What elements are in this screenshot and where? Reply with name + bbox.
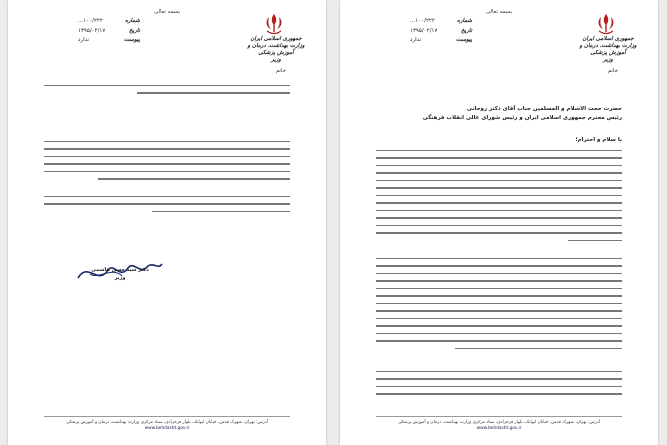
addressee: [382, 105, 622, 123]
footer-divider: [376, 416, 622, 417]
ministry-text: جمهوری اسلامی ایران وزارت بهداشت، درمان و آموزش پزشکی وزیر: [579, 36, 637, 63]
date-label: تاریخ: [129, 27, 140, 34]
body-paragraph-3: [376, 371, 622, 401]
attachment-value: ندارد: [78, 37, 90, 43]
text-line: [376, 310, 622, 311]
iran-emblem-icon: [261, 12, 287, 36]
text-line: [376, 273, 622, 274]
letter-meta: [410, 17, 472, 46]
text-line: [376, 232, 622, 233]
addressee-text: حضرت حجت الاسلام و المسلمین جناب آقای دکتر روحانی رئیس محترم جمهوری اسلامی ایران و رئیس شورای عالی انقلاب فرهنگی: [422, 106, 622, 121]
text-line: [376, 288, 622, 289]
text-line: [376, 210, 622, 211]
text-line: [376, 150, 622, 151]
meta-date: [78, 27, 140, 37]
meta-number: [410, 17, 472, 27]
meta-number: [78, 17, 140, 27]
body-paragraph-3: [44, 196, 290, 218]
text-line: [376, 280, 622, 281]
text-line: [376, 225, 622, 226]
text-line: [376, 371, 622, 372]
number-label: شماره: [124, 18, 140, 24]
body-paragraph-2: [376, 258, 622, 355]
text-line: [376, 157, 622, 158]
text-line: [44, 156, 290, 157]
side-mark: خانم: [607, 68, 618, 74]
meta-date: [410, 27, 472, 37]
text-line: [44, 171, 290, 172]
text-line: [376, 386, 622, 387]
footer-website: www.behdasht.gov.ir: [144, 426, 190, 431]
text-line: [137, 92, 290, 93]
body-paragraph-1: [44, 85, 290, 100]
iran-emblem-icon: [593, 12, 619, 36]
ministry-text: جمهوری اسلامی ایران وزارت بهداشت، درمان و آموزش پزشکی وزیر: [247, 36, 305, 63]
text-line: [376, 393, 622, 394]
text-line: [44, 196, 290, 197]
text-line: [44, 141, 290, 142]
signer-name: [80, 266, 160, 282]
text-line: [455, 348, 622, 349]
attachment-label: پیوست: [123, 37, 140, 43]
date-value: ۱۳۹۵/۰۲/۱۷: [410, 27, 438, 34]
attachment-value: ندارد: [410, 37, 422, 43]
text-line: [376, 187, 622, 188]
text-line: [376, 180, 622, 181]
text-line: [44, 163, 290, 164]
date-value: ۱۳۹۵/۰۲/۱۷: [78, 27, 106, 34]
text-line: [376, 303, 622, 304]
footer-divider: [44, 416, 290, 417]
salutation: با سلام و احترام؛: [575, 137, 622, 143]
text-line: [376, 318, 622, 319]
header-classification: بسمه تعالی: [485, 9, 513, 15]
text-line: [376, 333, 622, 334]
letter-meta: [78, 17, 140, 46]
ministry-name: [240, 36, 312, 64]
text-line: [376, 195, 622, 196]
text-line: [568, 240, 622, 241]
footer-address: آدرس: تهران، شهرک قدس، خیابان ایوانک، بلوار فرحزادی، ستاد مرکزی وزارت بهداشت، درمان و آموزش پزشکی: [398, 420, 600, 425]
text-line: [376, 340, 622, 341]
text-line: [376, 172, 622, 173]
header-classification: بسمه تعالی: [153, 9, 181, 15]
text-line: [376, 165, 622, 166]
date-label: تاریخ: [461, 27, 472, 34]
number-value: ...۱۰۰/۲۲۲: [410, 18, 435, 24]
meta-attachment: [410, 36, 472, 46]
text-line: [98, 178, 290, 179]
text-line: [376, 295, 622, 296]
letter-page-2: [8, 0, 326, 445]
text-line: [376, 325, 622, 326]
footer: [44, 420, 290, 432]
body-paragraph-2: [44, 141, 290, 186]
ministry-name: [572, 36, 644, 64]
text-line: [376, 265, 622, 266]
text-line: [44, 85, 290, 86]
text-line: [44, 203, 290, 204]
letter-page-1: [340, 0, 658, 445]
footer-website: www.behdasht.gov.ir: [476, 426, 522, 431]
side-mark: خانم: [275, 68, 286, 74]
signer-text: دکتر سید حسن هاشمی وزیر: [91, 267, 149, 281]
number-value: ...۱۰۰/۲۲۲: [78, 18, 103, 24]
text-line: [44, 148, 290, 149]
attachment-label: پیوست: [455, 37, 472, 43]
text-line: [376, 378, 622, 379]
text-line: [376, 217, 622, 218]
text-line: [376, 202, 622, 203]
text-line: [376, 258, 622, 259]
number-label: شماره: [456, 18, 472, 24]
meta-attachment: [78, 36, 140, 46]
text-line: [152, 211, 290, 212]
footer-address: آدرس: تهران، شهرک قدس، خیابان ایوانک، بلوار فرحزادی، ستاد مرکزی وزارت بهداشت، درمان و آموزش پزشکی: [66, 420, 268, 425]
footer: [376, 420, 622, 432]
body-paragraph-1: [376, 150, 622, 247]
